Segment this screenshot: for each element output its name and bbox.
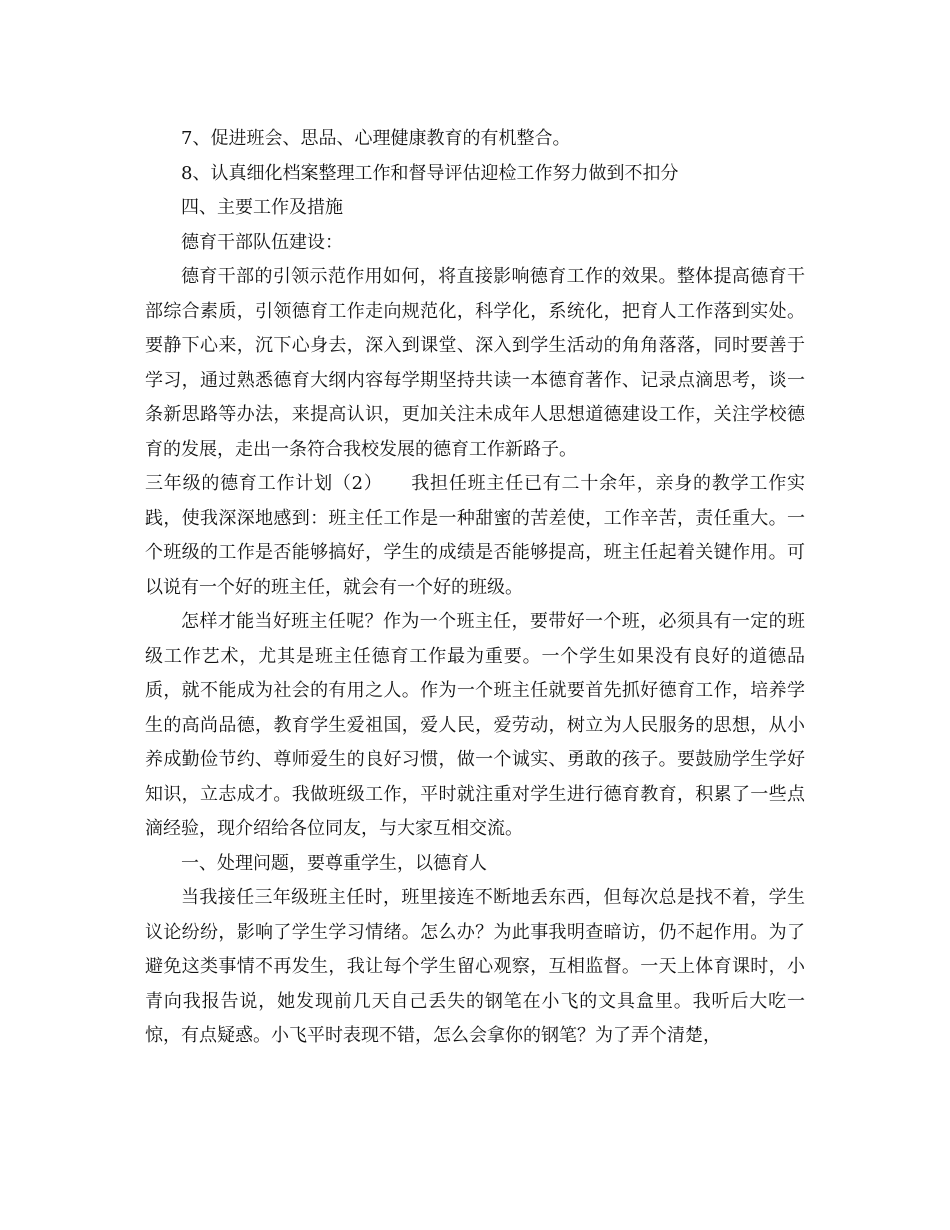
section-heading-respect-students: 一、处理问题，要尊重学生，以德育人 <box>181 852 487 874</box>
paragraph-item-7: 7、促进班会、思品、心理健康教育的有机整合。 <box>181 128 571 149</box>
paragraph-item-8: 8、认真细化档案整理工作和督导评估迎检工作努力做到不扣分 <box>181 162 679 184</box>
paragraph-plan-2-intro: 三年级的德育工作计划（2） 我担任班主任已有二十余年，亲身的教学工作实践，使我深深地感到：班主任工作是一种甜蜜的苦差使，工作辛苦，责任重大。一个班级的工作是否能够搞好，学生的成绩是否能够提高，班主任起着关键作用。可以说有一个好的班主任，就会有一个好的班级。 <box>145 473 805 598</box>
paragraph-story: 当我接任三年级班主任时，班里接连不断地丢东西，但每次总是找不着，学生议论纷纷，影响了学生学习情绪。怎么办？为此事我明查暗访，仍不起作用。为了避免这类事情不再发生，我让每个学生留心观察，互相监督。一天上体育课时，小青向我报告说，她发现前几天自己丢失的钢笔在小飞的文具盒里。我听后大吃一惊，有点疑惑。小飞平时表现不错，怎么会拿你的钢笔？为了弄个清楚， <box>145 887 805 1046</box>
subheading-team-building: 德育干部队伍建设： <box>181 231 343 253</box>
section-heading-main-work: 四、主要工作及措施 <box>181 197 343 218</box>
paragraph-how-to-be-teacher: 怎样才能当好班主任呢？作为一个班主任，要带好一个班，必须具有一定的班级工作艺术，尤其是班主任德育工作最为重要。一个学生如果没有良好的道德品质，就不能成为社会的有用之人。作为一个班主任就要首先抓好德育工作，培养学生的高尚品德，教育学生爱祖国，爱人民，爱劳动，树立为人民服务的思想，从小养成勤俭节约、尊师爱生的良好习惯，做一个诚实、勇敢的孩子。要鼓励学生学好知识，立志成才。我做班级工作，平时就注重对学生进行德育教育，积累了一些点滴经验，现介绍给各位同友，与大家互相交流。 <box>145 611 805 839</box>
paragraph-team-building: 德育干部的引领示范作用如何，将直接影响德育工作的效果。整体提高德育干部综合素质，引领德育工作走向规范化，科学化，系统化，把育人工作落到实处。要静下心来，沉下心身去，深入到课堂、深入到学生活动的角角落落，同时要善于学习，通过熟悉德育大纲内容每学期坚持共读一本德育著作、记录点滴思考，谈一条新思路等办法，来提高认识，更加关注未成年人思想道德建设工作，关注学校德育的发展，走出一条符合我校发展的德育工作新路子。 <box>145 266 805 460</box>
document-body <box>145 122 805 1054</box>
